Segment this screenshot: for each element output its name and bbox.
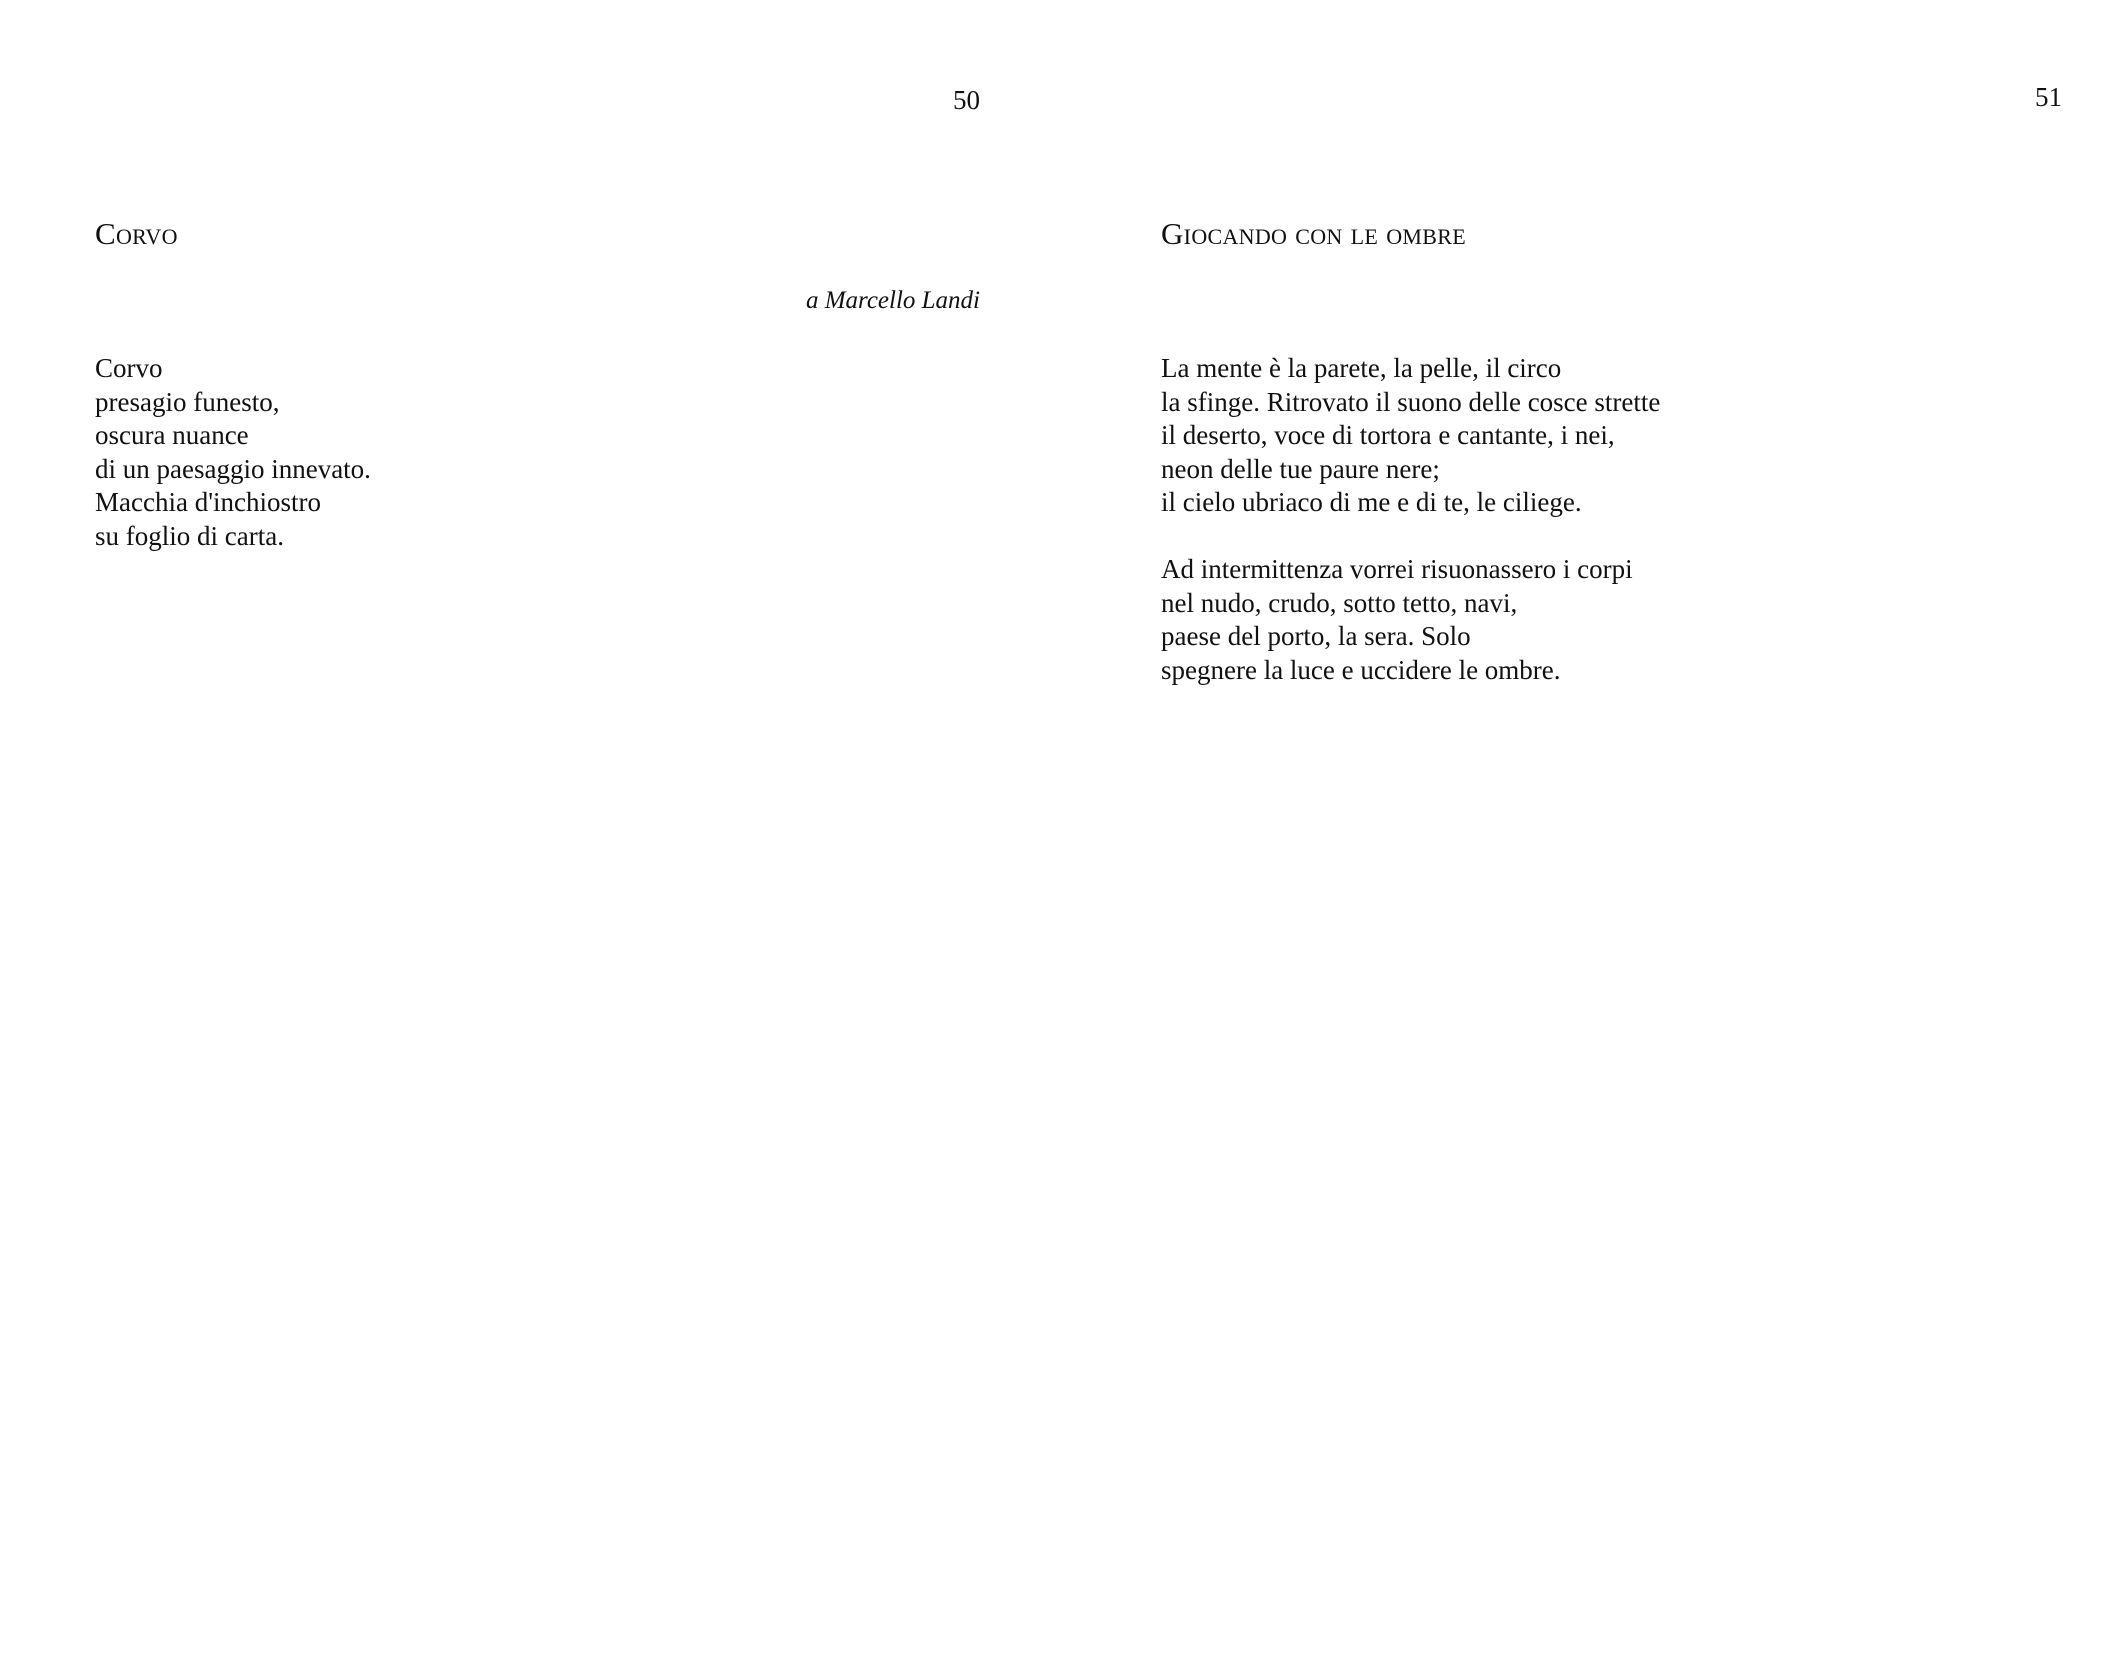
- poem-stanza-corvo: [95, 352, 371, 554]
- poem-title-corvo: Corvo: [95, 216, 178, 251]
- poem-line: Macchia d'inchiostro: [95, 487, 322, 518]
- poem-line: oscura nuance: [95, 420, 249, 451]
- poem-line: nel nudo, crudo, sotto tetto, navi,: [1161, 587, 1518, 618]
- poem-dedication: a Marcello Landi: [805, 287, 980, 314]
- poem-line: la sfinge. Ritrovato il suono delle cosce strette: [1161, 386, 1661, 417]
- poem-line: Corvo: [95, 353, 163, 383]
- poem-stanza-second: [1161, 553, 1633, 687]
- poem-line: La mente è la parete, la pelle, il circo: [1161, 353, 1562, 383]
- poem-line: spegnere la luce e uccidere le ombre.: [1161, 654, 1561, 685]
- poem-title-giocando: Giocando con le ombre: [1161, 216, 1466, 251]
- page-number-left: 50: [953, 85, 980, 115]
- page-number-right: 51: [2035, 82, 2062, 112]
- right-page: [1062, 0, 2125, 1653]
- poem-line: Ad intermittenza vorrei risuonassero i corpi: [1161, 554, 1633, 584]
- poem-line: di un paesaggio innevato.: [95, 453, 371, 484]
- poem-line: il cielo ubriaco di me e di te, le ciliege.: [1161, 487, 1582, 518]
- poem-line: su foglio di carta.: [95, 520, 284, 551]
- poem-stanza-first: [1161, 352, 1660, 520]
- poem-line: paese del porto, la sera. Solo: [1161, 621, 1471, 652]
- poem-line: il deserto, voce di tortora e cantante, i nei,: [1161, 420, 1615, 451]
- poem-line: neon delle tue paure nere;: [1161, 453, 1440, 484]
- poem-line: presagio funesto,: [95, 386, 280, 417]
- left-page: [0, 0, 1062, 1653]
